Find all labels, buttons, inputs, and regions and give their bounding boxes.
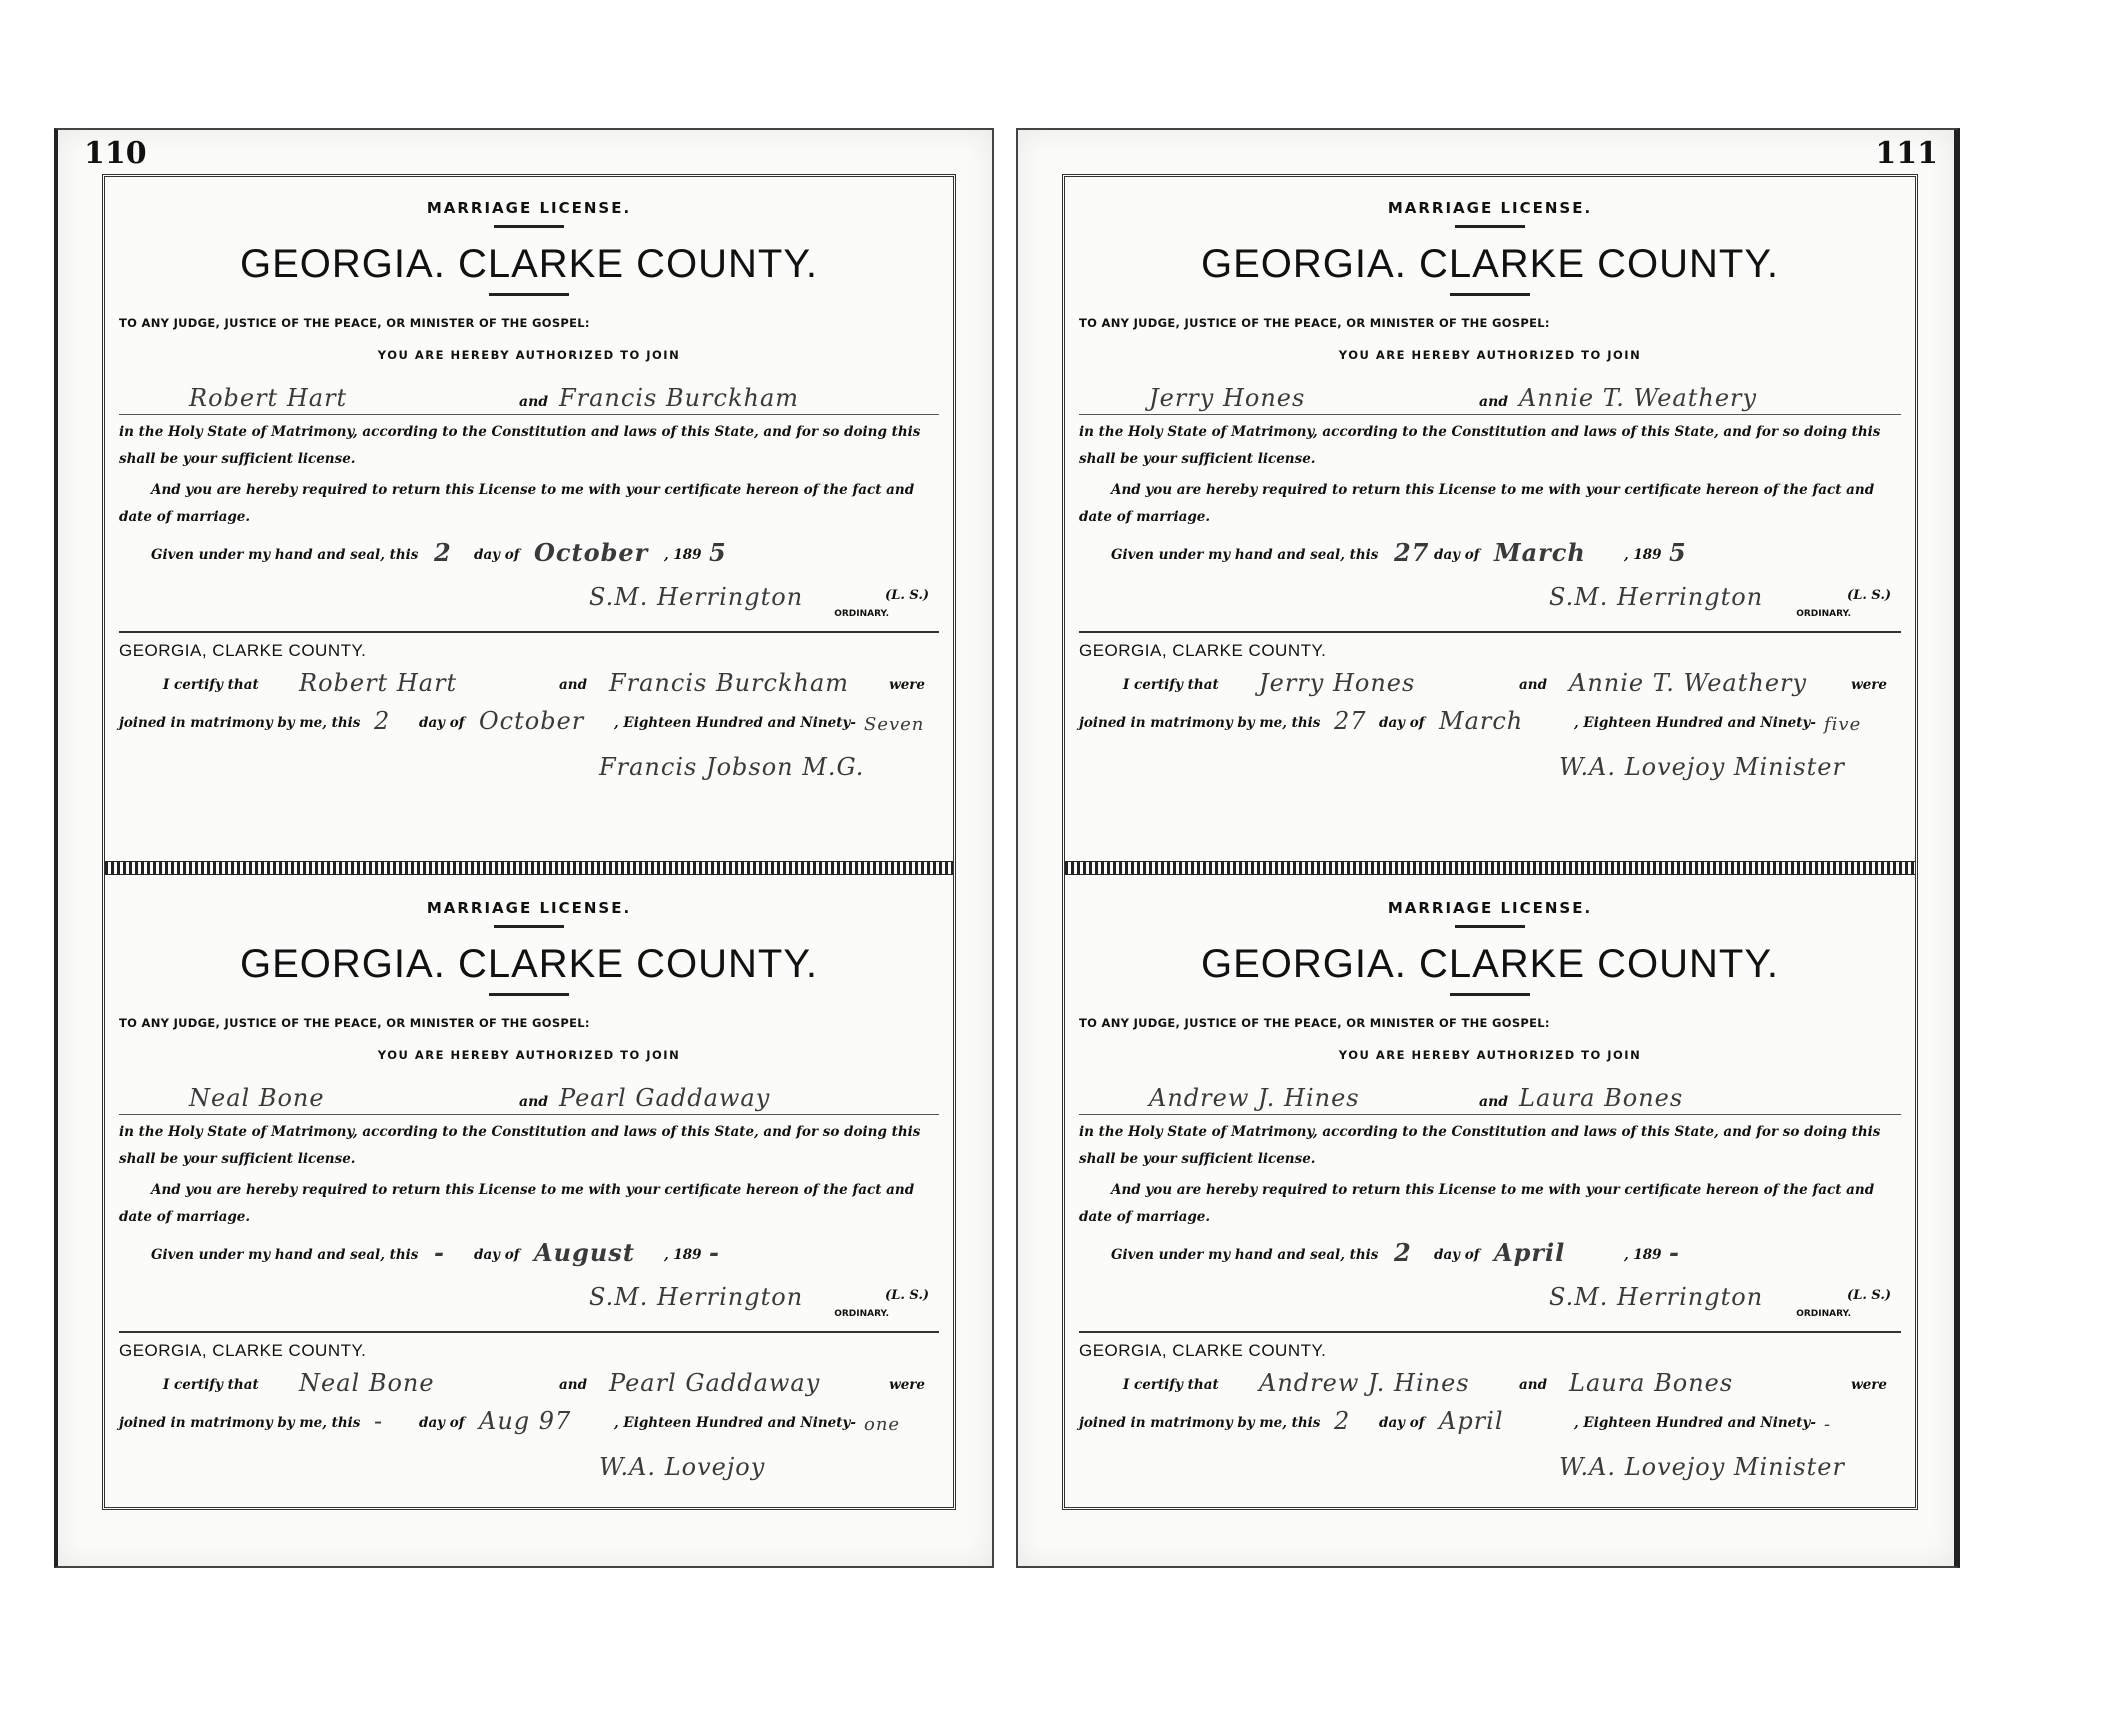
ordinary-signature: S.M. Herrington	[1549, 583, 1764, 611]
cert-month: Aug 97	[479, 1407, 572, 1435]
given-month: August	[534, 1238, 635, 1267]
heading-ornament	[1455, 225, 1525, 228]
joined-label: joined in matrimony by me, this	[1079, 715, 1321, 731]
cert-month: April	[1439, 1407, 1504, 1435]
section-divider	[119, 631, 939, 633]
addressee-line: TO ANY JUDGE, JUSTICE OF THE PEACE, OR MINISTER OF THE GOSPEL:	[119, 316, 590, 330]
given-month: October	[534, 538, 649, 567]
section-divider	[1079, 1331, 1901, 1333]
cert-bride-name: Annie T. Weathery	[1569, 669, 1808, 697]
and-word: and	[519, 1094, 549, 1110]
ordinary-signature-line	[1079, 571, 1901, 619]
heading-ornament	[1455, 925, 1525, 928]
year-suffix: 5	[709, 538, 727, 567]
cert-bride-name: Laura Bones	[1569, 1369, 1734, 1397]
bride-name: Laura Bones	[1519, 1084, 1684, 1112]
heading-ornament	[494, 225, 564, 228]
cert-groom-name: Neal Bone	[299, 1369, 435, 1397]
were-label: were	[1851, 1377, 1887, 1393]
minister-signature: W.A. Lovejoy Minister	[1559, 1453, 1845, 1481]
license-heading: MARRIAGE LICENSE.	[1387, 899, 1593, 917]
groom-name: Andrew J. Hines	[1149, 1084, 1360, 1112]
were-label: were	[1851, 677, 1887, 693]
ls-mark: (L. S.)	[1847, 1288, 1891, 1303]
groom-name: Jerry Hones	[1149, 384, 1306, 412]
county-title: GEORGIA. CLARKE COUNTY.	[1201, 242, 1779, 286]
and-word: and	[519, 394, 549, 410]
cert-year: five	[1824, 714, 1862, 735]
county-title: GEORGIA. CLARKE COUNTY.	[240, 942, 818, 986]
certify-label: I certify that	[1123, 1377, 1219, 1393]
title-ornament	[489, 293, 569, 296]
register-page-left	[54, 128, 994, 1568]
joined-line	[1079, 1399, 1901, 1437]
given-prefix: Given under my hand and seal, this	[151, 547, 419, 563]
section-divider	[1079, 631, 1901, 633]
county-title: GEORGIA. CLARKE COUNTY.	[1201, 942, 1779, 986]
ordinary-signature-line	[119, 1271, 939, 1319]
given-month: April	[1494, 1238, 1566, 1267]
names-line	[119, 374, 939, 415]
title-ornament	[1450, 293, 1530, 296]
license-block	[1065, 177, 1915, 861]
given-prefix: Given under my hand and seal, this	[1111, 547, 1379, 563]
county-title: GEORGIA. CLARKE COUNTY.	[240, 242, 818, 286]
cert-day: 2	[1334, 1407, 1351, 1435]
groom-name: Neal Bone	[189, 1084, 325, 1112]
ls-mark: (L. S.)	[885, 1288, 929, 1303]
cert-day-of-label: day of	[419, 1415, 465, 1431]
cert-groom-name: Andrew J. Hines	[1259, 1369, 1470, 1397]
certify-line	[119, 661, 939, 699]
license-heading: MARRIAGE LICENSE.	[426, 899, 632, 917]
authorized-line: YOU ARE HEREBY AUTHORIZED TO JOIN	[377, 348, 681, 362]
certificate-title: GEORGIA, CLARKE COUNTY.	[119, 1341, 367, 1360]
license-block	[1065, 877, 1915, 1507]
ordinary-label: ORDINARY.	[1796, 609, 1851, 619]
cert-month: March	[1439, 707, 1524, 735]
cert-bride-name: Francis Burckham	[609, 669, 850, 697]
year-prefix: , 189	[664, 1247, 702, 1263]
names-line	[119, 1074, 939, 1115]
and-word: and	[1479, 394, 1509, 410]
ordinary-signature: S.M. Herrington	[1549, 1283, 1764, 1311]
day-of-label: day of	[1434, 547, 1480, 563]
given-prefix: Given under my hand and seal, this	[151, 1247, 419, 1263]
year-prefix: , 189	[1624, 547, 1662, 563]
cert-day-of-label: day of	[419, 715, 465, 731]
cert-day: 27	[1334, 707, 1367, 735]
cert-month: October	[479, 707, 585, 735]
cert-and-word: and	[559, 1377, 588, 1393]
minister-signature: Francis Jobson M.G.	[599, 753, 865, 781]
register-page-right	[1016, 128, 1960, 1568]
given-line	[1079, 1237, 1901, 1267]
addressee-line: TO ANY JUDGE, JUSTICE OF THE PEACE, OR MINISTER OF THE GOSPEL:	[119, 1016, 590, 1030]
ls-mark: (L. S.)	[885, 588, 929, 603]
ordinary-label: ORDINARY.	[834, 1309, 889, 1319]
minister-signature: W.A. Lovejoy	[599, 1453, 766, 1481]
certify-label: I certify that	[163, 677, 259, 693]
and-word: and	[1479, 1094, 1509, 1110]
joined-label: joined in matrimony by me, this	[119, 1415, 361, 1431]
eighteen-label: , Eighteen Hundred and Ninety-	[1574, 1415, 1816, 1431]
license-heading: MARRIAGE LICENSE.	[426, 199, 632, 217]
certify-label: I certify that	[163, 1377, 259, 1393]
license-heading: MARRIAGE LICENSE.	[1387, 199, 1593, 217]
cert-and-word: and	[559, 677, 588, 693]
return-paragraph: And you are hereby required to return this License to me with your certificate hereon of the fact and date of marriage.	[1079, 1182, 1875, 1225]
given-day: 27	[1394, 538, 1430, 567]
page-frame	[1062, 174, 1918, 1510]
given-day: 2	[434, 538, 452, 567]
given-line	[119, 1237, 939, 1267]
page-number: 111	[1875, 136, 1938, 171]
were-label: were	[889, 1377, 925, 1393]
cert-day-of-label: day of	[1379, 1415, 1425, 1431]
cert-year: Seven	[864, 714, 925, 735]
certificate-title: GEORGIA, CLARKE COUNTY.	[1079, 641, 1327, 660]
groom-name: Robert Hart	[189, 384, 348, 412]
cert-day: -	[374, 1407, 384, 1435]
ordinary-label: ORDINARY.	[1796, 1309, 1851, 1319]
eighteen-label: , Eighteen Hundred and Ninety-	[614, 715, 856, 731]
names-line	[1079, 1074, 1901, 1115]
day-of-label: day of	[474, 547, 520, 563]
ordinary-label: ORDINARY.	[834, 609, 889, 619]
minister-signature-line	[119, 1437, 939, 1483]
title-ornament	[1450, 993, 1530, 996]
authorized-line: YOU ARE HEREBY AUTHORIZED TO JOIN	[377, 1048, 681, 1062]
joined-label: joined in matrimony by me, this	[119, 715, 361, 731]
bride-name: Pearl Gaddaway	[559, 1084, 771, 1112]
cert-groom-name: Robert Hart	[299, 669, 458, 697]
title-ornament	[489, 993, 569, 996]
day-of-label: day of	[1434, 1247, 1480, 1263]
year-suffix: 5	[1669, 538, 1687, 567]
ordinary-signature-line	[1079, 1271, 1901, 1319]
matrimony-paragraph: in the Holy State of Matrimony, according to the Constitution and laws of this State, and for so doing this shall be your sufficient license.	[1079, 1124, 1881, 1167]
year-suffix: -	[709, 1238, 720, 1267]
certificate-title: GEORGIA, CLARKE COUNTY.	[1079, 1341, 1327, 1360]
bride-name: Annie T. Weathery	[1519, 384, 1758, 412]
cert-day-of-label: day of	[1379, 715, 1425, 731]
matrimony-paragraph: in the Holy State of Matrimony, according to the Constitution and laws of this State, and for so doing this shall be your sufficient license.	[1079, 424, 1881, 467]
page-number: 110	[84, 136, 147, 171]
matrimony-paragraph: in the Holy State of Matrimony, according to the Constitution and laws of this State, and for so doing this shall be your sufficient license.	[119, 1124, 921, 1167]
were-label: were	[889, 677, 925, 693]
ls-mark: (L. S.)	[1847, 588, 1891, 603]
cert-day: 2	[374, 707, 391, 735]
addressee-line: TO ANY JUDGE, JUSTICE OF THE PEACE, OR MINISTER OF THE GOSPEL:	[1079, 1016, 1550, 1030]
given-day: -	[434, 1238, 445, 1267]
page-frame	[102, 174, 956, 1510]
certify-line	[119, 1361, 939, 1399]
cert-and-word: and	[1519, 1377, 1548, 1393]
cert-bride-name: Pearl Gaddaway	[609, 1369, 821, 1397]
given-month: March	[1494, 538, 1586, 567]
certify-label: I certify that	[1123, 677, 1219, 693]
names-line	[1079, 374, 1901, 415]
section-rail	[105, 861, 953, 875]
year-suffix: -	[1669, 1238, 1680, 1267]
given-day: 2	[1394, 1238, 1412, 1267]
eighteen-label: , Eighteen Hundred and Ninety-	[1574, 715, 1816, 731]
certify-line	[1079, 1361, 1901, 1399]
addressee-line: TO ANY JUDGE, JUSTICE OF THE PEACE, OR MINISTER OF THE GOSPEL:	[1079, 316, 1550, 330]
given-prefix: Given under my hand and seal, this	[1111, 1247, 1379, 1263]
bride-name: Francis Burckham	[559, 384, 800, 412]
ordinary-signature: S.M. Herrington	[589, 1283, 804, 1311]
authorized-line: YOU ARE HEREBY AUTHORIZED TO JOIN	[1338, 1048, 1642, 1062]
return-paragraph: And you are hereby required to return this License to me with your certificate hereon of the fact and date of marriage.	[119, 1182, 915, 1225]
cert-year: -	[1824, 1414, 1832, 1435]
cert-and-word: and	[1519, 677, 1548, 693]
minister-signature-line	[1079, 1437, 1901, 1483]
ordinary-signature-line	[119, 571, 939, 619]
authorized-line: YOU ARE HEREBY AUTHORIZED TO JOIN	[1338, 348, 1642, 362]
ordinary-signature: S.M. Herrington	[589, 583, 804, 611]
license-block	[105, 177, 953, 861]
cert-groom-name: Jerry Hones	[1259, 669, 1416, 697]
minister-signature-line	[1079, 737, 1901, 783]
day-of-label: day of	[474, 1247, 520, 1263]
year-prefix: , 189	[1624, 1247, 1662, 1263]
certify-line	[1079, 661, 1901, 699]
eighteen-label: , Eighteen Hundred and Ninety-	[614, 1415, 856, 1431]
heading-ornament	[494, 925, 564, 928]
minister-signature: W.A. Lovejoy Minister	[1559, 753, 1845, 781]
return-paragraph: And you are hereby required to return this License to me with your certificate hereon of the fact and date of marriage.	[1079, 482, 1875, 525]
section-rail	[1065, 861, 1915, 875]
certificate-title: GEORGIA, CLARKE COUNTY.	[119, 641, 367, 660]
cert-year: one	[864, 1414, 901, 1435]
given-line	[1079, 537, 1901, 567]
joined-line	[1079, 699, 1901, 737]
return-paragraph: And you are hereby required to return this License to me with your certificate hereon of the fact and date of marriage.	[119, 482, 915, 525]
minister-signature-line	[119, 737, 939, 783]
license-block	[105, 877, 953, 1507]
matrimony-paragraph: in the Holy State of Matrimony, according to the Constitution and laws of this State, and for so doing this shall be your sufficient license.	[119, 424, 921, 467]
joined-label: joined in matrimony by me, this	[1079, 1415, 1321, 1431]
joined-line	[119, 699, 939, 737]
section-divider	[119, 1331, 939, 1333]
joined-line	[119, 1399, 939, 1437]
year-prefix: , 189	[664, 547, 702, 563]
given-line	[119, 537, 939, 567]
